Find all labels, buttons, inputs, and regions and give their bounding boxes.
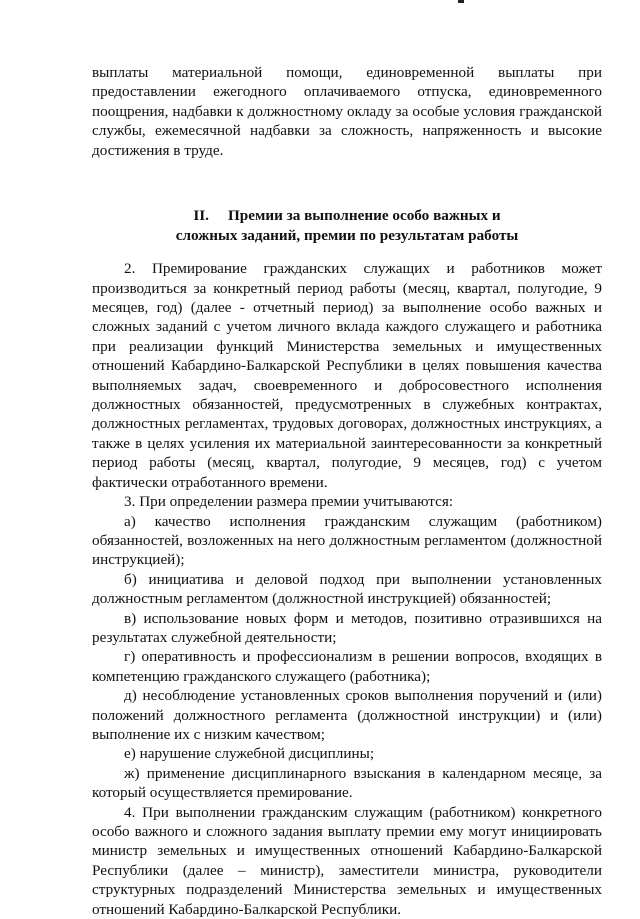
section-title-part-1: Премии за выполнение особо важных и — [227, 207, 501, 225]
section-heading — [92, 206, 602, 245]
list-item-d: д) несоблюдение установленных сроков выполнения поручений и (или) положений должностного регламента (должностной инструкции) и (или) выполнение их с низким качеством; — [92, 687, 602, 743]
scan-mark — [458, 0, 464, 3]
section-title-line-1 — [92, 206, 602, 226]
list-item-g: г) оперативность и профессионализм в решении вопросов, входящих в компетенцию гражданского служащего (работника); — [92, 648, 602, 685]
list-item-b: б) инициатива и деловой подход при выполнении установленных должностным регламентом (должностной инструкцией) обязанностей; — [92, 570, 602, 608]
list-item-v: в) использование новых форм и методов, позитивно отразившихся на результатах служебной деятельности; — [92, 609, 602, 646]
paragraph-2: 2. Премирование гражданских служащих и работников может производиться за конкретный период работы (месяц, квартал, полугодие, 9 месяцев, год) (далее - отчетный период) за выполнение особо важных и сложных заданий с учетом личного вклада каждого служащего и работника при реализации функций Министерства земельных и имущественных отношений Кабардино-Балкарской Республики в целях повышения качества выполняемых задач, своевременного и добросовестного исполнения должностных обязанностей, предусмотренных в служебных контрактах, должностных регламентах, трудовых договорах, должностных инструкциях, а также в целях усиления их материальной заинтересованности за конкретный период работы (месяц, квартал, полугодие, 9 месяцев, год) с учетом фактически отработанного времени. — [92, 260, 602, 491]
list-item-e: е) нарушение служебной дисциплины; — [124, 745, 375, 763]
section-title-line-2: сложных заданий, премии по результатам работы — [175, 226, 519, 244]
list-item-a: а) качество исполнения гражданским служащим (работником) обязанностей, возложенных на него должностным регламентом (должностной инструкцией); — [92, 512, 602, 569]
list-item-zh: ж) применение дисциплинарного взыскания в календарном месяце, за который осуществляется премирование. — [92, 764, 602, 802]
text-column — [92, 63, 602, 919]
paragraph-3: 3. При определении размера премии учитываются: — [124, 493, 454, 511]
paragraph-4: 4. При выполнении гражданским служащим (работником) конкретного особо важного и сложного задания выплату премии ему могут инициировать министр земельных и имущественных отношений Кабардино-Балкарской Республики (далее – министр), заместители министра, руководители структурных подразделений Министерства земельных и имущественных отношений Кабардино-Балкарской Республики. — [92, 803, 602, 918]
section-number: II. — [193, 207, 209, 225]
intro-paragraph: выплаты материальной помощи, единовременной выплаты при предоставлении ежегодного оплачиваемого отпуска, единовременного поощрения, надбавки к должностному окладу за особые условия гражданской службы, ежемесячной надбавки за сложность, напряженность и высокие достижения в труде. — [92, 64, 602, 159]
